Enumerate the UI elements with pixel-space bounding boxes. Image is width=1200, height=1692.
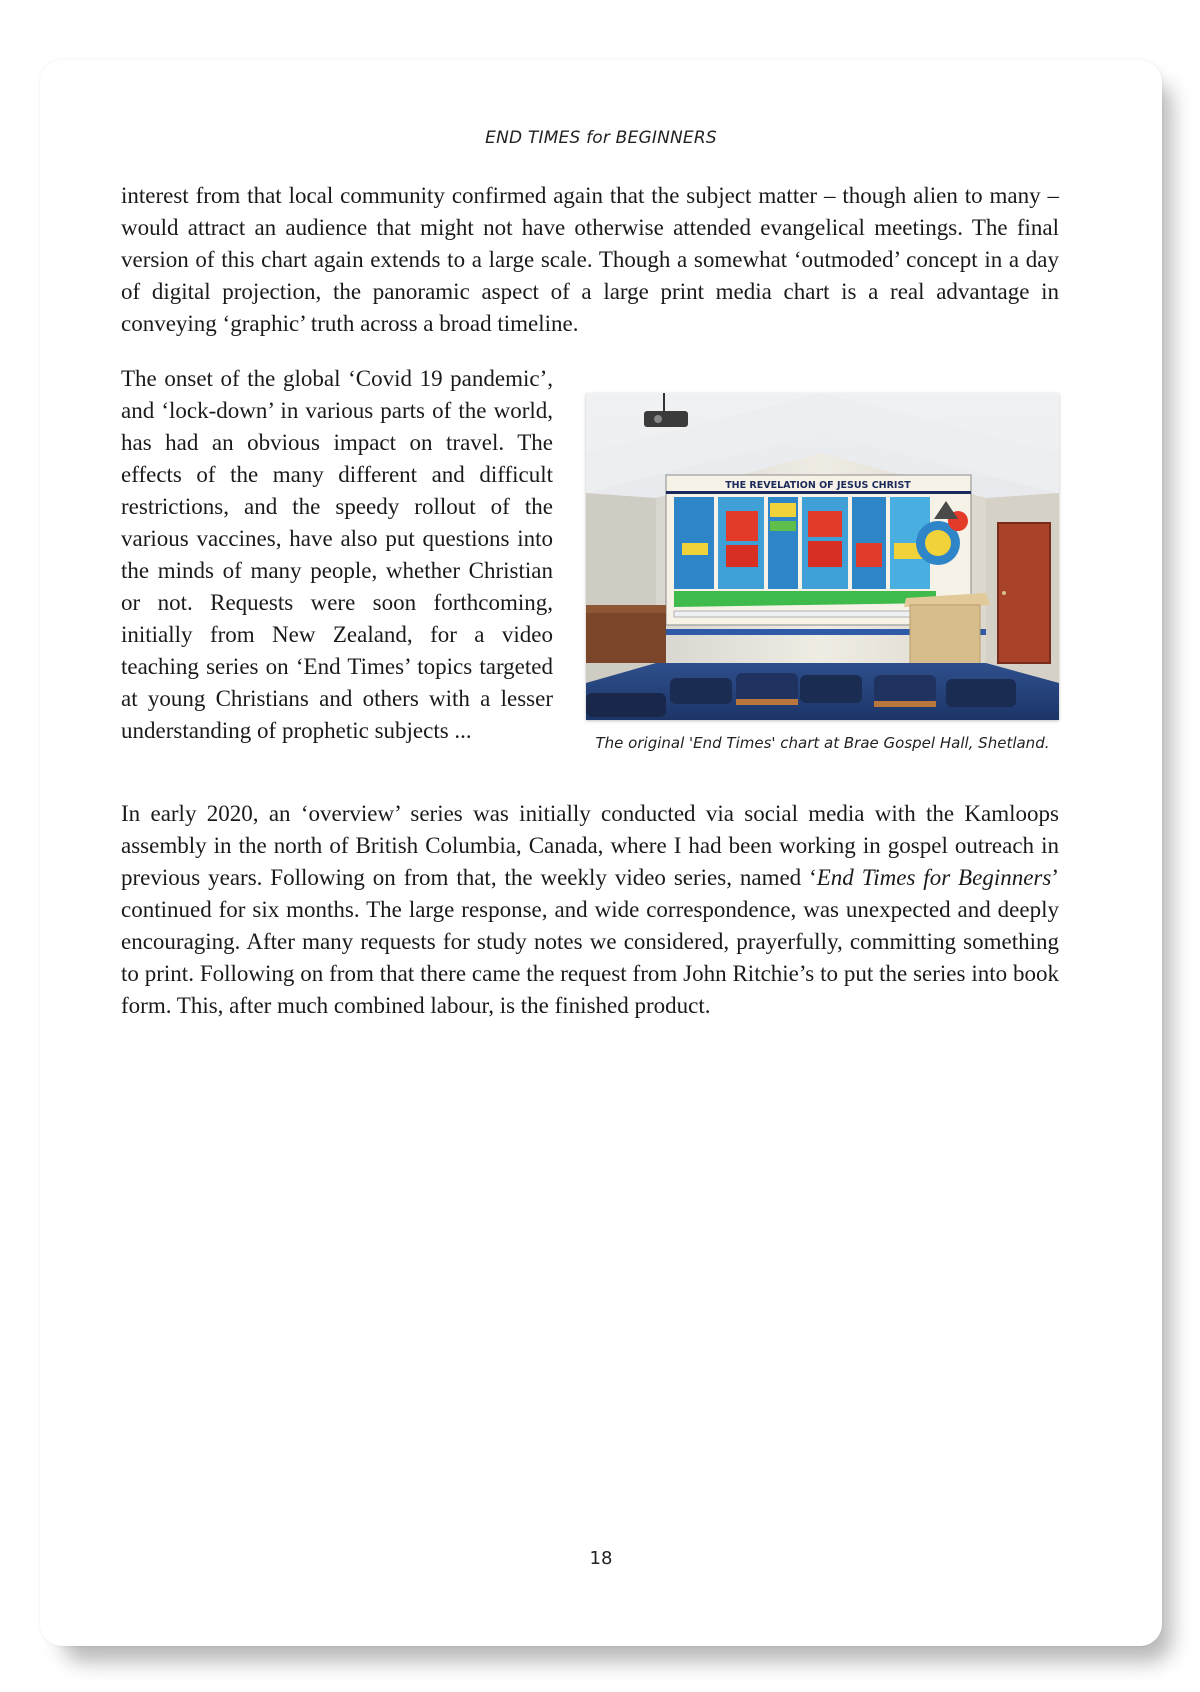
paragraph3-text-end: ’ continued for six months. The large response, and wide correspondence, was unexpected and deeply encouraging. After many requests for study notes we considered, prayerfully, committing something to print. Following on from that there came the request from John Ritchie’s to put the series into book form. This, after much combined labour, is the finished product. [121,865,1059,1018]
running-header: END TIMES for BEGINNERS [485,128,717,148]
chart-panel-title: THE REVELATION OF JESUS CHRIST [725,480,911,491]
figure-caption: The original 'End Times' chart at Brae Gospel Hall, Shetland. [595,734,1050,752]
book-page [40,60,1162,1646]
page-number: 18 [589,1548,613,1569]
series-title-italic: End Times for Beginners [816,865,1052,890]
paragraph3-text-start: In early 2020, an ‘overview’ series was initially conducted via social media with the Kamloops assembly in the north of British Columbia, Canada, where I had been working in gospel outreach in previous years. Following on from that, the weekly video series, named ‘ [121,801,1059,890]
figure [586,393,1059,752]
hall-chart-photo [586,393,1059,720]
body-paragraph-1: interest from that local community confirmed again that the subject matter – though alien to many – would attract an audience that might not have otherwise attended evangelical meetings. The final version of this chart again extends to a large scale. Though a somewhat ‘outmoded’ concept in a day of digital projection, the panoramic aspect of a large print media chart is a real advantage in conveying ‘graphic’ truth across a broad timeline. [121,183,1059,336]
body-paragraph-2: The onset of the global ‘Covid 19 pandemic’, and ‘lock-down’ in various parts of the world, has had an obvious impact on travel. The effects of the many different and difficult restrictions, and the speedy rollout of the various vaccines, have also put questions into the minds of many people, whether Christian or not. Requests were soon forthcoming, initially from New Zealand, for a video teaching series on ‘End Times’ topics targeted at young Christians and others with a lesser understanding of prophetic subjects ... [121,366,553,743]
body-paragraph-3 [121,798,1059,1022]
